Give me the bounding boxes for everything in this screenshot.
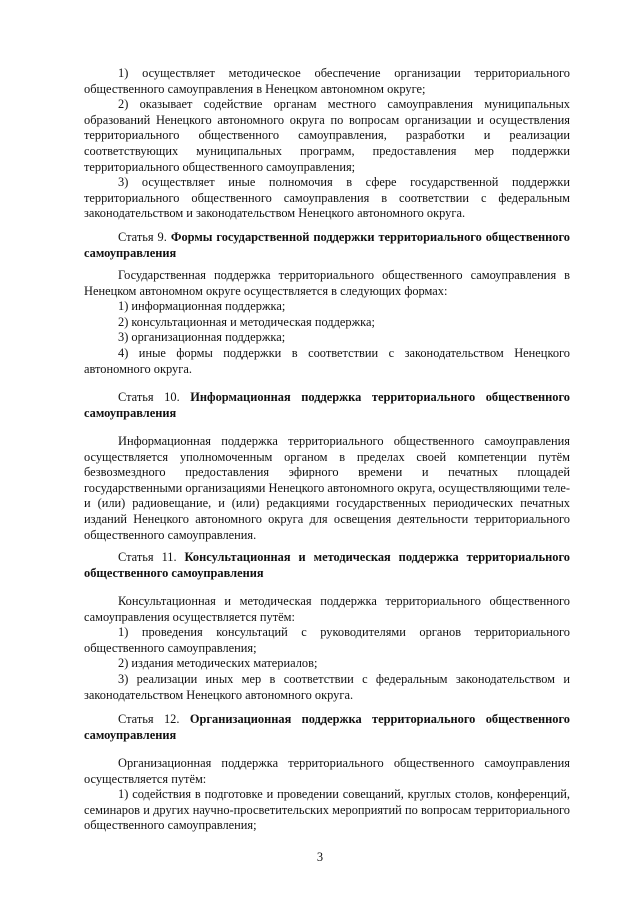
list-item: 4) иные формы поддержки в соответствии с законодательством Ненецкого автономного округа. (84, 345, 570, 376)
article-label: Статья 9. (118, 230, 167, 244)
page-number: 3 (316, 850, 324, 864)
list-item: 2) оказывает содействие органам местного самоуправления муниципальных образований Ненецкого автономного округа по вопросам организации и осуществления территориального общественного самоуправления, разработки и реализации соответствующих муниципальных программ, предоставления мер поддержки территориального общественного самоуправления; (84, 97, 570, 174)
article-9-body (84, 268, 570, 377)
paragraph: Информационная поддержка территориального общественного самоуправления осуществляется уполномоченным органом в пределах своей компетенции путём безвозмездного предоставления эфирного времени и печатных площадей государственными организациями Ненецкого автономного округа, осуществляющими теле- и (или) радиовещание, и (или) редакциями государственных периодических печатных изданий Ненецкого автономного округа для освещения деятельности территориального общественного самоуправления. (84, 434, 571, 542)
article-9-heading (84, 230, 570, 261)
list-item: 3) осуществляет иные полномочия в сфере государственной поддержки территориального общественного самоуправления в соответствии с федеральным законодательством и законодательством Ненецкого автономного округа. (84, 175, 570, 221)
list-item: 3) реализации иных мер в соответствии с федеральным законодательством и законодательством Ненецкого автономного округа. (84, 671, 570, 702)
list-item: 1) содействия в подготовке и проведении совещаний, круглых столов, конференций, семинаров и других научно-просветительских мероприятий по вопросам территориального общественного самоуправления; (84, 787, 570, 833)
powers-list (84, 66, 570, 222)
article-10-body (84, 434, 570, 543)
article-12-heading (84, 712, 570, 743)
paragraph: Государственная поддержка территориального общественного самоуправления в Ненецком автономном округе осуществляется в следующих формах: (84, 268, 570, 298)
article-12-body (84, 756, 570, 834)
article-title: Информационная поддержка территориального общественного самоуправления (84, 390, 571, 420)
article-label: Статья 12. (118, 712, 180, 726)
article-11-body (84, 594, 570, 703)
paragraph: Консультационная и методическая поддержка территориального общественного самоуправления осуществляется путём: (84, 594, 570, 624)
list-item: 1) осуществляет методическое обеспечение организации территориального общественного самоуправления в Ненецком автономном округе; (84, 66, 570, 96)
article-label: Статья 11. (118, 550, 177, 564)
list-item: 1) проведения консультаций с руководителями органов территориального общественного самоуправления; (84, 625, 570, 655)
article-label: Статья 10. (118, 390, 180, 404)
article-title: Консультационная и методическая поддержка территориального общественного самоуправления (84, 550, 570, 580)
list-item: 2) издания методических материалов; (118, 656, 318, 671)
article-title: Формы государственной поддержки территориального общественного самоуправления (84, 230, 570, 260)
article-11-heading (84, 550, 570, 581)
article-10-heading (84, 390, 570, 421)
list-item: 1) информационная поддержка; (118, 299, 286, 314)
paragraph: Организационная поддержка территориального общественного самоуправления осуществляется путём: (84, 756, 570, 786)
list-item: 2) консультационная и методическая поддержка; (118, 314, 375, 329)
list-item: 3) организационная поддержка; (118, 330, 286, 345)
article-title: Организационная поддержка территориального общественного самоуправления (84, 712, 570, 742)
